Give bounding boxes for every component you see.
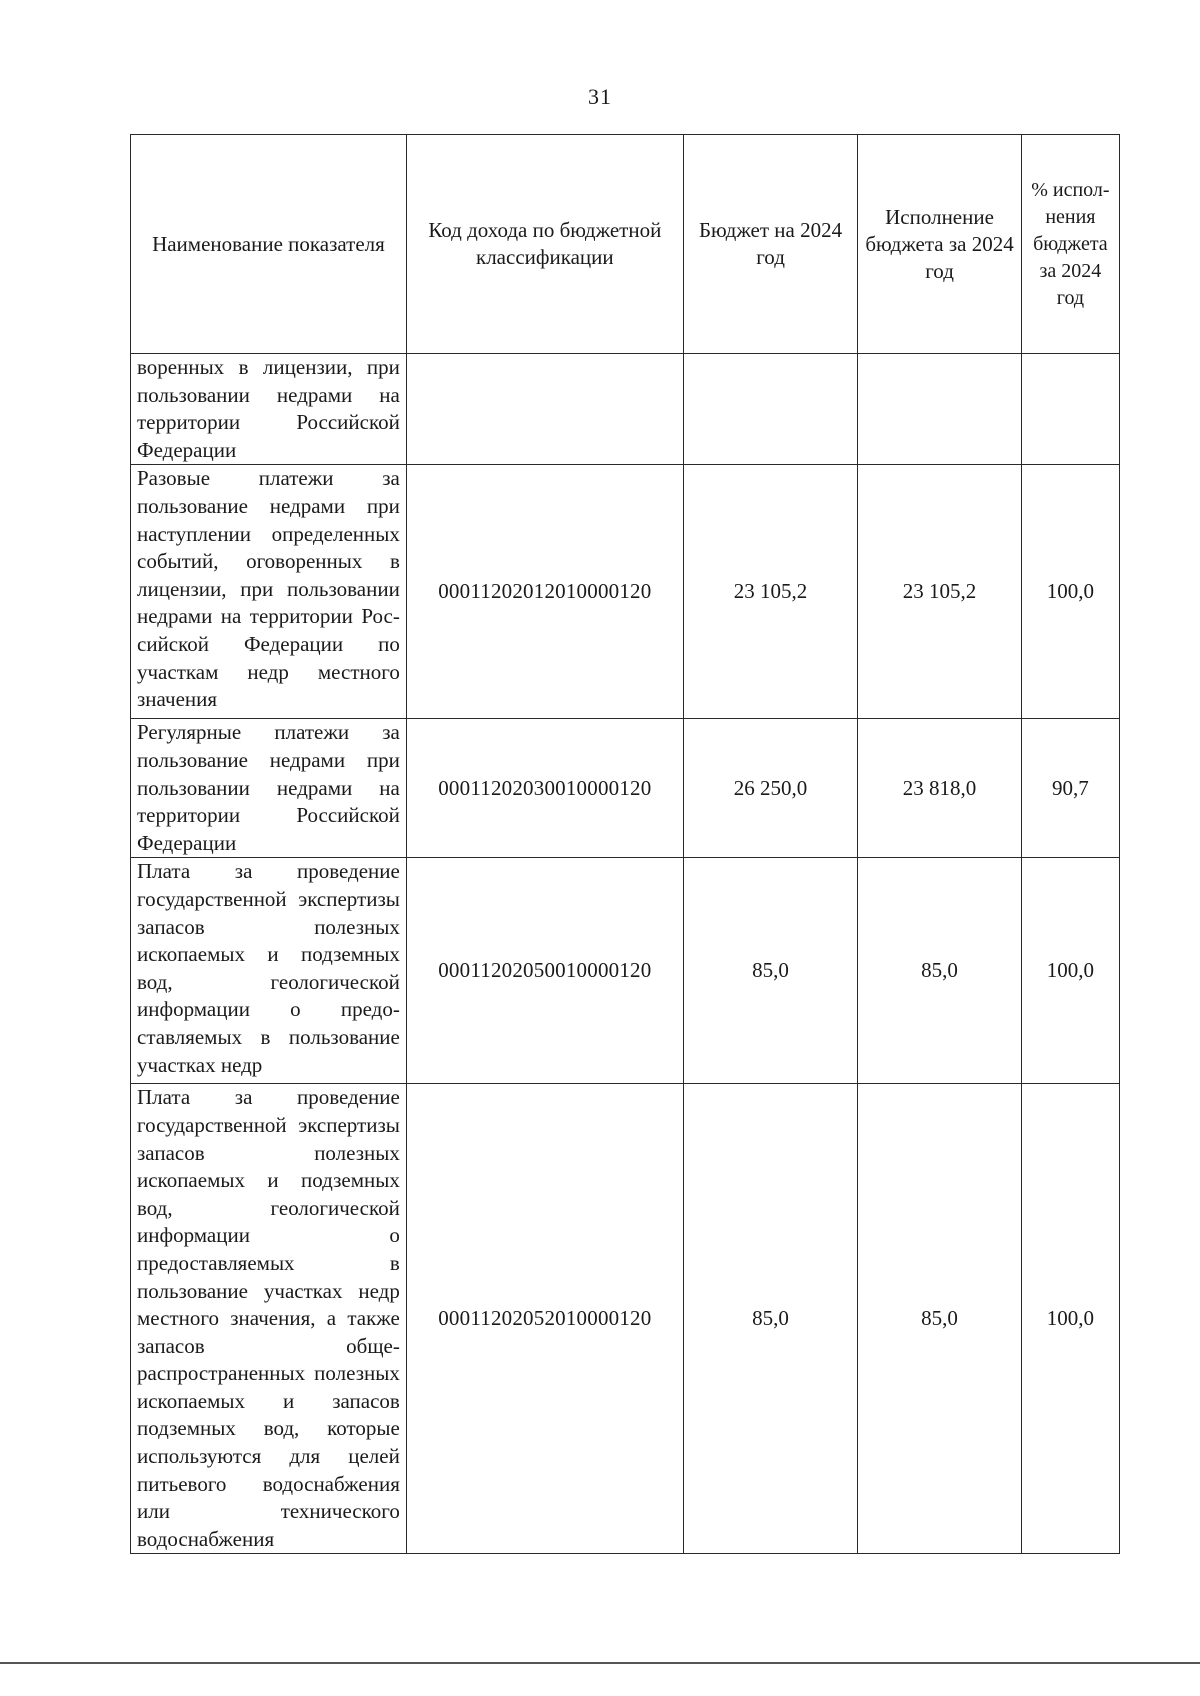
row-budget: 26 250,0 [683, 719, 857, 858]
row-percent: 100,0 [1021, 858, 1119, 1084]
header-code: Код дохода по бюджетной классификации [406, 135, 683, 354]
page-number: 31 [588, 84, 612, 109]
row-percent [1021, 354, 1119, 465]
table-header-row [131, 135, 1120, 354]
row-code: 00011202052010000120 [406, 1084, 683, 1554]
row-budget: 85,0 [683, 1084, 857, 1554]
row-budget [683, 354, 857, 465]
table-row [131, 719, 1120, 858]
row-execution: 23 105,2 [858, 465, 1022, 719]
table-row [131, 1084, 1120, 1554]
row-budget: 85,0 [683, 858, 857, 1084]
row-code [406, 354, 683, 465]
row-code: 00011202030010000120 [406, 719, 683, 858]
row-execution: 85,0 [858, 1084, 1022, 1554]
row-name: воренных в лицензии, при пользовании недрами на территории Российской Федерации [131, 354, 407, 465]
table-row [131, 354, 1120, 465]
header-name: Наименование показателя [131, 135, 407, 354]
row-name: Плата за проведение государственной экспертизы запасов полезных ископаемых и подземных вод, геологической информации о предоставляемых в пользование участках недр [131, 858, 407, 1084]
row-code: 00011202012010000120 [406, 465, 683, 719]
row-name: Регулярные платежи за пользование недрами при пользовании недрами на территории Российской Федерации [131, 719, 407, 858]
table-row [131, 858, 1120, 1084]
row-budget: 23 105,2 [683, 465, 857, 719]
row-execution [858, 354, 1022, 465]
row-percent: 100,0 [1021, 1084, 1119, 1554]
row-code: 00011202050010000120 [406, 858, 683, 1084]
header-execution: Исполнение бюджета за 2024 год [858, 135, 1022, 354]
row-name: Плата за проведение государственной экспертизы запасов полезных ископаемых и подземных вод, геологической информации о предоставляемых в пользование участках недр местного значения, а также запасов общераспространенных полезных ископаемых и запасов подземных вод, которые используются для целей питьевого водоснабжения или технического водоснабжения [131, 1084, 407, 1554]
table-row [131, 465, 1120, 719]
row-name: Разовые платежи за пользование недрами при наступлении определенных событий, оговоренных в лицензии, при пользовании недрами на территории Российской Федерации по участкам недр местного значения [131, 465, 407, 719]
header-budget: Бюджет на 2024 год [683, 135, 857, 354]
header-percent: % исполнения бюджета за 2024 год [1021, 135, 1119, 354]
page-bottom-rule [0, 1662, 1200, 1664]
row-percent: 90,7 [1021, 719, 1119, 858]
revenue-table [130, 134, 1120, 1554]
row-percent: 100,0 [1021, 465, 1119, 719]
row-execution: 23 818,0 [858, 719, 1022, 858]
row-execution: 85,0 [858, 858, 1022, 1084]
